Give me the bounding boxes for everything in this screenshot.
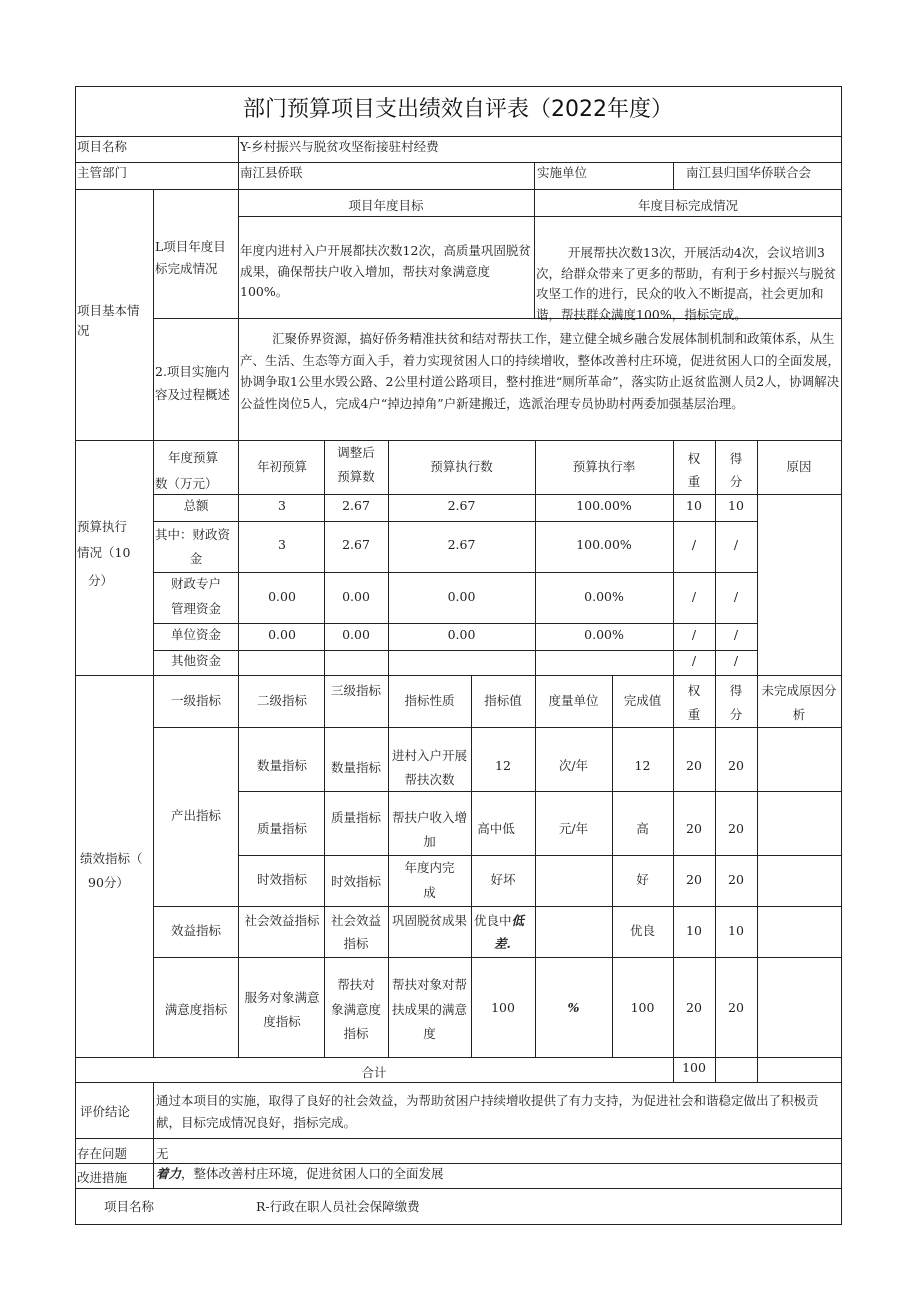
r1-value: 12 <box>495 758 511 773</box>
goal-header: 项目年度目标 <box>348 198 424 213</box>
r5-score: 20 <box>728 1000 744 1015</box>
r3-score: 20 <box>728 872 744 887</box>
h-reason-1: 未完成原因分 <box>761 683 837 698</box>
budget-row-weight: / <box>691 627 697 642</box>
basic-label-1: 项目基本情 <box>77 303 140 318</box>
budget-row-rate: 100.00% <box>576 537 632 552</box>
grid-line-v <box>238 440 239 676</box>
budget-row-score: / <box>733 537 739 552</box>
r2-score: 20 <box>728 821 744 836</box>
r1-level3: 数量指标 <box>330 760 381 775</box>
output-label: 产出指标 <box>170 808 221 823</box>
h-adjusted-2: 预算数 <box>337 469 375 484</box>
impl-label: 实施单位 <box>537 165 588 180</box>
h-budget-1: 年度预算 <box>168 450 219 465</box>
improve-label: 改进措施 <box>77 1170 128 1185</box>
budget-row-executed: 0.00 <box>447 589 476 604</box>
perf-label-1: 绩效指标（ <box>80 851 143 866</box>
satisfaction-label: 满意度指标 <box>164 1002 228 1017</box>
budget-label-3: 分） <box>88 573 114 588</box>
budget-row-name: 单位资金 <box>170 627 221 642</box>
r3-level3: 时效指标 <box>330 874 381 889</box>
grid-line-h <box>75 1224 842 1225</box>
r5-nature-3: 度 <box>423 1026 436 1041</box>
h-initial: 年初预算 <box>256 459 307 474</box>
budget-row-score: / <box>733 627 739 642</box>
r1-score: 20 <box>728 758 744 773</box>
h-score-2: 分 <box>729 707 743 722</box>
benefit-label: 效益指标 <box>170 923 221 938</box>
r2-value: 高中低 <box>477 821 515 836</box>
completion-text: 开展帮扶次数13次，开展活动4次，会议培训3次，给群众带来了更多的帮助，有利于乡村振兴与脱贫攻坚工作的进行，民众的收入不断提高，社会更加和谐，帮扶群众满度100%，指标完成。 <box>536 245 837 322</box>
r2-nature-2: 加 <box>423 834 436 849</box>
r5-level2-2: 度指标 <box>263 1014 301 1029</box>
page-title: 部门预算项目支出绩效自评表（2022年度） <box>243 97 673 122</box>
impl-value: 南江县归国华侨联合会 <box>686 165 812 180</box>
h-level3: 三级指标 <box>330 683 381 698</box>
grid-line-h <box>153 650 758 651</box>
r4-value-1 <box>474 911 524 931</box>
budget-row-name: 总额 <box>183 498 209 513</box>
h-weight-1: 权 <box>687 451 701 466</box>
budget-row-adjusted: 0.00 <box>342 589 370 604</box>
project-name-value: Y-乡村振兴与脱贫攻坚衔接驻村经费 <box>240 139 439 154</box>
total-label: 合计 <box>361 1065 387 1080</box>
r4-level3-1: 社会效益 <box>330 913 381 928</box>
grid-line-h <box>153 521 758 522</box>
r2-done: 高 <box>636 821 649 836</box>
h-value: 指标值 <box>484 693 522 708</box>
grid-line-h <box>75 136 842 137</box>
problems-label: 存在问题 <box>77 1146 128 1161</box>
r3-done: 好 <box>636 872 649 887</box>
row2-label-1: 2.项目实施内 <box>155 364 230 379</box>
grid-line-v <box>238 189 239 441</box>
budget-row-weight: / <box>691 537 697 552</box>
grid-line-h <box>153 957 842 958</box>
budget-row-name-2: 管理资金 <box>170 601 221 616</box>
h-budget-2: 数（万元） <box>155 476 218 491</box>
dept-value: 南江县侨联 <box>240 165 303 180</box>
h-score-2: 分 <box>729 474 743 489</box>
evaluation-text: 通过本项目的实施，取得了良好的社会效益，为帮助贫困户持续增收提供了有力支持，为促进社会和谐稳定做出了积极贡献，目标完成情况良好，指标完成。 <box>156 1093 819 1130</box>
next-project-label: 项目名称 <box>104 1199 155 1214</box>
grid-line-h <box>75 1057 842 1058</box>
grid-line-h <box>153 572 758 573</box>
grid-line-h <box>238 791 842 792</box>
r4-level2: 社会效益指标 <box>244 913 320 928</box>
budget-row-name: 其中：财政资 <box>155 527 231 542</box>
budget-row-executed: 2.67 <box>447 498 476 513</box>
r1-nature-2: 帮扶次数 <box>404 772 455 787</box>
grid-line-v <box>238 675 239 1058</box>
h-weight-1: 权 <box>687 683 701 698</box>
r5-level2-1: 服务对象满意 <box>244 990 320 1005</box>
row2-label-2: 容及过程概述 <box>155 387 231 402</box>
r4-weight: 10 <box>686 923 702 938</box>
r4-value-hand: 低 <box>511 913 525 928</box>
h-reason-2: 析 <box>792 707 806 722</box>
budget-row-name-2: 金 <box>189 551 203 566</box>
grid-line-h <box>153 906 842 907</box>
budget-row-adjusted: 2.67 <box>342 537 370 552</box>
goal-text: 年度内进村入户开展都扶次数12次，高质量巩固脱贫成果，确保帮扶户收入增加，帮扶对象满意度100%。 <box>240 243 531 299</box>
grid-line-h <box>153 623 758 624</box>
budget-row-weight: / <box>691 589 697 604</box>
h-nature: 指标性质 <box>404 693 455 708</box>
perf-label-2: 90分） <box>88 875 129 890</box>
r5-unit: % <box>567 1000 580 1015</box>
grid-line-h <box>75 1138 842 1139</box>
grid-line-h <box>75 1188 842 1189</box>
h-score-1: 得 <box>729 451 743 466</box>
grid-line-v <box>534 162 535 190</box>
r5-nature-2: 扶成果的满意 <box>391 1002 467 1017</box>
r5-level3-2: 象满意度 <box>330 1002 381 1017</box>
r3-weight: 20 <box>686 872 702 887</box>
r5-done: 100 <box>630 1000 655 1015</box>
h-rate: 预算执行率 <box>572 459 636 474</box>
h-weight-2: 重 <box>687 474 701 489</box>
budget-label-2: 情况（10 <box>77 545 131 560</box>
evaluation-label: 评价结论 <box>80 1104 131 1119</box>
budget-row-score: / <box>733 589 739 604</box>
r3-nature-2: 成 <box>423 885 436 900</box>
h-score-1: 得 <box>729 683 743 698</box>
r3-level2: 时效指标 <box>256 872 307 887</box>
r1-done: 12 <box>634 758 651 773</box>
grid-line-v <box>757 1057 758 1083</box>
r4-score: 10 <box>728 923 744 938</box>
budget-row-initial: 0.00 <box>268 627 296 642</box>
r5-level3-1: 帮扶对 <box>337 977 375 992</box>
grid-line-v <box>153 1082 154 1189</box>
budget-row-adjusted: 2.67 <box>342 498 370 513</box>
r1-nature-1: 进村入户开展 <box>391 748 467 763</box>
improve-text <box>156 1164 444 1184</box>
row1-label-2: 标完成情况 <box>155 261 218 276</box>
r4-level3-2: 指标 <box>343 936 369 951</box>
improve-hand: 着力 <box>156 1166 182 1181</box>
grid-line-h <box>153 727 842 728</box>
r5-value: 100 <box>491 1000 515 1015</box>
r5-nature-1: 帮扶对象对帮 <box>391 977 467 992</box>
next-project-value: R-行政在职人员社会保障缴费 <box>256 1199 420 1214</box>
budget-row-weight: 10 <box>686 498 702 513</box>
budget-label-1: 预算执行 <box>77 519 128 534</box>
grid-line-h <box>75 86 842 87</box>
r5-level3-3: 指标 <box>343 1026 369 1041</box>
r5-weight: 20 <box>686 1000 702 1015</box>
budget-row-rate: 0.00% <box>584 627 624 642</box>
basic-label-2: 况 <box>77 323 90 338</box>
budget-row-name: 财政专户 <box>170 576 221 591</box>
r4-done: 优良 <box>629 923 655 938</box>
project-name-label: 项目名称 <box>77 139 128 154</box>
r4-value-2: 差. <box>494 936 511 951</box>
process-text: 汇聚侨界资源，搞好侨务精准扶贫和结对帮扶工作，建立健全城乡融合发展体制机制和政策体系，从生产、生活、生态等方面入手，着力实现贫困人口的持续增收，整体改善村庄环境，促进贫困人口的全面发展，协调争取1公里水毁公路、2公里村道公路项目，整村推进“厕所革命”，落实防止返贫监测人员2人，协调解决公益性岗位5人，完成4户“掉边掉角”户新建搬迁，选派治理专员协助村两委加强基层治理。 <box>240 331 841 411</box>
h-adjusted-1: 调整后 <box>337 445 375 460</box>
completion-header: 年度目标完成情况 <box>637 198 738 213</box>
r3-nature-1: 年度内完 <box>404 860 455 875</box>
budget-row-score: 10 <box>728 498 744 513</box>
r3-value: 好坏 <box>490 872 516 887</box>
total-weight: 100 <box>682 1060 706 1075</box>
improve-body: ，整体改善村庄环境，促进贫困人口的全面发展 <box>181 1166 444 1181</box>
h-unit: 度量单位 <box>548 693 599 708</box>
budget-row-initial: 0.00 <box>268 589 296 604</box>
r4-value-1-text: 优良中 <box>474 913 512 928</box>
r2-nature-1: 帮扶户收入增 <box>391 810 467 825</box>
grid-line-v <box>673 162 674 190</box>
budget-row-adjusted: 0.00 <box>342 627 370 642</box>
r1-unit: 次/年 <box>558 758 589 773</box>
grid-line-h <box>75 675 842 676</box>
budget-row-name: 其他资金 <box>170 653 221 668</box>
budget-row-score: / <box>733 653 739 668</box>
r2-weight: 20 <box>686 821 702 836</box>
grid-line-h <box>153 494 842 495</box>
h-executed: 预算执行数 <box>430 459 493 474</box>
budget-row-executed: 0.00 <box>447 627 476 642</box>
grid-line-h <box>238 855 842 856</box>
grid-line-v <box>757 675 758 1058</box>
dept-label: 主管部门 <box>77 165 128 180</box>
budget-row-rate: 0.00% <box>584 589 624 604</box>
r1-level2: 数量指标 <box>256 758 307 773</box>
grid-line-v <box>715 1057 716 1083</box>
budget-row-executed: 2.67 <box>447 537 476 552</box>
h-reason: 原因 <box>786 459 812 474</box>
grid-line-v <box>75 86 76 1225</box>
r4-nature: 巩固脱贫成果 <box>391 913 467 928</box>
h-weight-2: 重 <box>687 707 701 722</box>
r2-level3: 质量指标 <box>330 810 381 825</box>
h-done: 完成值 <box>623 693 662 708</box>
h-level1: 一级指标 <box>170 693 221 708</box>
h-level2: 二级指标 <box>256 693 307 708</box>
grid-line-v <box>238 136 239 190</box>
grid-line-h <box>238 216 842 217</box>
row1-label-1: L项目年度目 <box>155 239 226 254</box>
budget-row-rate: 100.00% <box>576 498 632 513</box>
grid-line-v <box>841 86 842 1225</box>
budget-row-initial: 3 <box>278 537 286 552</box>
grid-line-h <box>75 189 842 190</box>
r2-level2: 质量指标 <box>256 821 307 836</box>
r2-unit: 元/年 <box>558 821 589 836</box>
budget-row-weight: / <box>691 653 697 668</box>
grid-line-v <box>153 189 154 441</box>
r1-weight: 20 <box>686 758 702 773</box>
problems-text: 无 <box>156 1146 169 1161</box>
grid-line-h <box>75 440 842 441</box>
budget-row-initial: 3 <box>278 498 286 513</box>
